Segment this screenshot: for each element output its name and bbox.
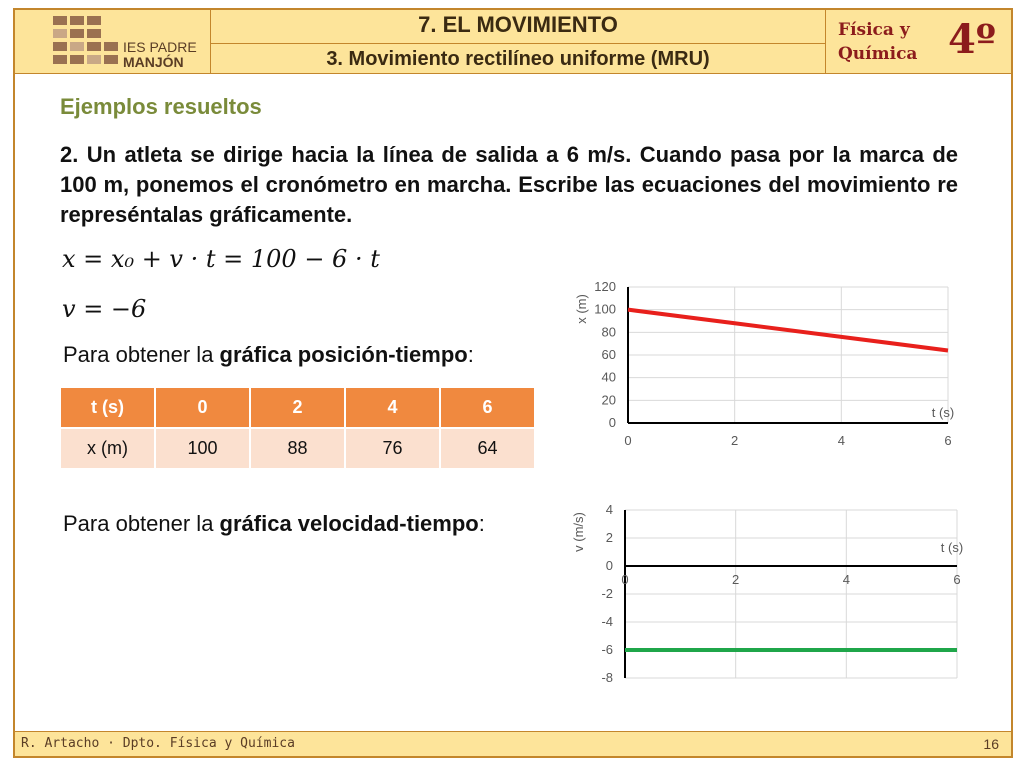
table-header-cell: t (s): [60, 387, 155, 428]
x-tick-label: 4: [837, 433, 845, 448]
series-line: [628, 310, 948, 351]
table-row: [60, 428, 535, 469]
x-tick-label: 4: [842, 572, 850, 587]
y-tick-label: 40: [601, 369, 616, 385]
x-tick-label: 0: [624, 433, 632, 448]
problem-statement: 2. Un atleta se dirige hacia la línea de salida a 6 m/s. Cuando pasa por la marca de 100 m, ponemos el cronómetro en marcha. Escribe las ecuaciones del movimiento re represéntalas gráficamente.: [60, 142, 958, 227]
y-axis-title: x (m): [574, 294, 589, 324]
lesson-title: 3. Movimiento rectilíneo uniforme (MRU): [211, 44, 825, 74]
y-tick-label: 20: [601, 392, 616, 408]
page-number: 16: [983, 736, 999, 752]
logo-text: IES PADRE MANJÓN: [123, 39, 197, 70]
x-axis-title: t (s): [931, 405, 955, 420]
x-tick-label: 6: [953, 572, 961, 587]
y-tick-label: 0: [605, 558, 613, 573]
x-tick-label: 2: [732, 572, 740, 587]
y-tick-label: -6: [601, 642, 613, 657]
y-axis-title: v (m/s): [571, 512, 586, 552]
y-tick-label: -2: [601, 586, 613, 601]
y-tick-label: 4: [605, 502, 613, 517]
velocity-graph-caption: Para obtener la gráfica velocidad-tiempo:: [63, 511, 485, 536]
table-header-cell: 4: [345, 387, 440, 428]
table-header-cell: 6: [440, 387, 535, 428]
school-logo: [15, 10, 211, 74]
footer: [15, 731, 1011, 756]
footer-author: R. Artacho · Dpto. Física y Química: [21, 736, 295, 751]
y-tick-label: 2: [605, 530, 613, 545]
table-header-row: [60, 387, 535, 428]
y-tick-label: -4: [601, 614, 613, 629]
y-tick-label: 0: [608, 415, 616, 430]
position-equation: x = x₀ + v · t = 100 − 6 · t: [62, 245, 380, 273]
x-axis-title: t (s): [940, 540, 964, 555]
table-cell: 76: [345, 428, 440, 469]
x-tick-label: 2: [731, 433, 739, 448]
table-header-cell: 2: [250, 387, 345, 428]
section-title: Ejemplos resueltos: [60, 94, 262, 119]
velocity-time-chart: [555, 500, 975, 695]
position-graph-caption: Para obtener la gráfica posición-tiempo:: [63, 342, 474, 367]
position-time-table: [59, 386, 536, 470]
x-tick-label: 0: [621, 572, 629, 587]
y-tick-label: 60: [601, 347, 616, 362]
y-tick-label: 100: [594, 301, 616, 317]
y-tick-label: -8: [601, 670, 613, 685]
position-time-chart: [555, 275, 975, 455]
table-cell: 88: [250, 428, 345, 469]
subject-badge: [825, 10, 1011, 74]
unit-title: 7. EL MOVIMIENTO: [211, 10, 825, 44]
table-cell: 64: [440, 428, 535, 469]
y-tick-label: 120: [594, 279, 616, 294]
velocity-equation: v = −6: [62, 295, 147, 323]
subject-name: Física y Química: [838, 20, 918, 64]
table-cell: x (m): [60, 428, 155, 469]
course-level: 4º: [948, 16, 996, 63]
x-tick-label: 6: [944, 433, 952, 448]
y-tick-label: 80: [601, 324, 616, 340]
table-cell: 100: [155, 428, 250, 469]
table-header-cell: 0: [155, 387, 250, 428]
